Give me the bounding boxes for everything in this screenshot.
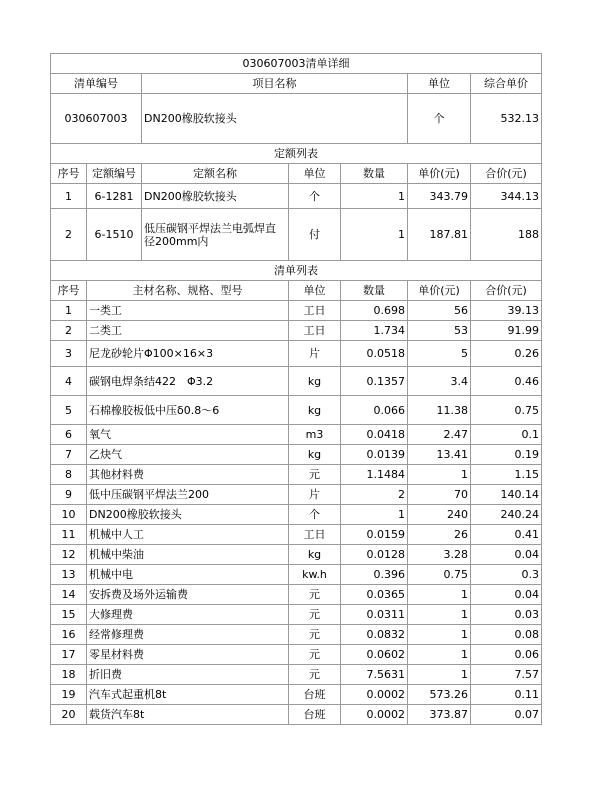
bill-name: DN200橡胶软接头: [142, 94, 408, 144]
material-total: 0.19: [471, 445, 542, 465]
material-no: 12: [51, 545, 87, 565]
material-total: 0.07: [471, 705, 542, 725]
bill-code: 030607003: [51, 94, 142, 144]
material-name: DN200橡胶软接头: [87, 505, 289, 525]
material-name: 氧气: [87, 425, 289, 445]
material-no: 10: [51, 505, 87, 525]
material-price: 3.28: [408, 545, 471, 565]
material-price: 1: [408, 585, 471, 605]
material-qty: 1: [341, 505, 408, 525]
quota-price-header: 单价(元): [408, 164, 471, 184]
quota-section-row: [51, 144, 542, 164]
material-row: [51, 367, 542, 396]
material-price: 70: [408, 485, 471, 505]
material-name: 汽车式起重机8t: [87, 685, 289, 705]
material-price: 373.87: [408, 705, 471, 725]
material-no: 15: [51, 605, 87, 625]
material-no: 20: [51, 705, 87, 725]
bill-unit: 个: [408, 94, 471, 144]
material-no: 3: [51, 341, 87, 367]
material-unit: kg: [289, 367, 341, 396]
quota-header-row: [51, 164, 542, 184]
quota-qty: 1: [341, 209, 408, 261]
material-unit: kg: [289, 445, 341, 465]
material-no: 9: [51, 485, 87, 505]
material-unit: 台班: [289, 685, 341, 705]
quota-qty-header: 数量: [341, 164, 408, 184]
quota-no: 1: [51, 184, 87, 209]
material-name: 碳钢电焊条结422 Φ3.2: [87, 367, 289, 396]
bill-name-header: 项目名称: [142, 74, 408, 94]
material-total: 0.04: [471, 545, 542, 565]
material-total: 0.11: [471, 685, 542, 705]
material-price: 0.75: [408, 565, 471, 585]
material-name: 大修理费: [87, 605, 289, 625]
material-total-header: 合价(元): [471, 281, 542, 301]
material-row: [51, 301, 542, 321]
material-no: 18: [51, 665, 87, 685]
material-total: 0.46: [471, 367, 542, 396]
bill-detail-table: [50, 53, 542, 725]
material-price: 3.4: [408, 367, 471, 396]
material-no: 14: [51, 585, 87, 605]
quota-section-title: 定额列表: [51, 144, 542, 164]
material-name: 石棉橡胶板低中压δ0.8～6: [87, 396, 289, 425]
material-row: [51, 445, 542, 465]
material-name: 低中压碳钢平焊法兰200: [87, 485, 289, 505]
material-qty: 0.0365: [341, 585, 408, 605]
quota-code-header: 定额编号: [87, 164, 142, 184]
material-price: 13.41: [408, 445, 471, 465]
material-no: 1: [51, 301, 87, 321]
material-row: [51, 525, 542, 545]
material-total: 0.06: [471, 645, 542, 665]
material-no: 6: [51, 425, 87, 445]
material-qty: 0.0311: [341, 605, 408, 625]
material-name: 机械中人工: [87, 525, 289, 545]
quota-row: [51, 184, 542, 209]
quota-price: 343.79: [408, 184, 471, 209]
material-row: [51, 425, 542, 445]
quota-name: DN200橡胶软接头: [142, 184, 289, 209]
material-unit: 元: [289, 465, 341, 485]
material-unit: 元: [289, 585, 341, 605]
material-row: [51, 705, 542, 725]
material-total: 240.24: [471, 505, 542, 525]
material-price: 573.26: [408, 685, 471, 705]
material-row: [51, 625, 542, 645]
material-price: 1: [408, 465, 471, 485]
material-price: 26: [408, 525, 471, 545]
material-unit: kg: [289, 545, 341, 565]
material-unit: 元: [289, 605, 341, 625]
material-name-header: 主材名称、规格、型号: [87, 281, 289, 301]
material-unit: 元: [289, 645, 341, 665]
material-no-header: 序号: [51, 281, 87, 301]
bill-price: 532.13: [471, 94, 542, 144]
material-no: 16: [51, 625, 87, 645]
material-section-row: [51, 261, 542, 281]
quota-row: [51, 209, 542, 261]
material-qty: 2: [341, 485, 408, 505]
bill-header-row: [51, 74, 542, 94]
material-no: 19: [51, 685, 87, 705]
material-name: 一类工: [87, 301, 289, 321]
material-name: 乙炔气: [87, 445, 289, 465]
quota-qty: 1: [341, 184, 408, 209]
material-row: [51, 685, 542, 705]
material-unit: 工日: [289, 301, 341, 321]
material-unit: 片: [289, 485, 341, 505]
bill-price-header: 综合单价: [471, 74, 542, 94]
material-total: 91.99: [471, 321, 542, 341]
quota-total-header: 合价(元): [471, 164, 542, 184]
material-no: 2: [51, 321, 87, 341]
material-total: 0.3: [471, 565, 542, 585]
material-row: [51, 585, 542, 605]
material-price: 5: [408, 341, 471, 367]
material-no: 13: [51, 565, 87, 585]
material-name: 机械中柴油: [87, 545, 289, 565]
material-unit: 元: [289, 665, 341, 685]
material-name: 尼龙砂轮片Φ100×16×3: [87, 341, 289, 367]
material-unit: 个: [289, 505, 341, 525]
material-no: 17: [51, 645, 87, 665]
title-row: [51, 54, 542, 74]
material-price: 1: [408, 665, 471, 685]
bill-code-header: 清单编号: [51, 74, 142, 94]
quota-unit-header: 单位: [289, 164, 341, 184]
material-qty: 1.734: [341, 321, 408, 341]
material-total: 0.03: [471, 605, 542, 625]
material-total: 0.04: [471, 585, 542, 605]
material-price: 56: [408, 301, 471, 321]
material-total: 0.41: [471, 525, 542, 545]
material-qty: 1.1484: [341, 465, 408, 485]
material-no: 5: [51, 396, 87, 425]
material-header-row: [51, 281, 542, 301]
material-row: [51, 321, 542, 341]
material-unit: kg: [289, 396, 341, 425]
quota-total: 188: [471, 209, 542, 261]
material-qty: 0.698: [341, 301, 408, 321]
material-section-title: 清单列表: [51, 261, 542, 281]
material-price: 11.38: [408, 396, 471, 425]
material-row: [51, 505, 542, 525]
material-qty-header: 数量: [341, 281, 408, 301]
material-price: 240: [408, 505, 471, 525]
material-unit: 工日: [289, 321, 341, 341]
material-qty: 0.0832: [341, 625, 408, 645]
material-qty: 0.0002: [341, 705, 408, 725]
material-row: [51, 545, 542, 565]
material-total: 0.75: [471, 396, 542, 425]
material-total: 39.13: [471, 301, 542, 321]
table-title: 030607003清单详细: [51, 54, 542, 74]
quota-code: 6-1281: [87, 184, 142, 209]
material-row: [51, 465, 542, 485]
material-unit: kw.h: [289, 565, 341, 585]
material-row: [51, 485, 542, 505]
material-total: 0.1: [471, 425, 542, 445]
material-no: 8: [51, 465, 87, 485]
material-qty: 0.0128: [341, 545, 408, 565]
material-qty: 0.0002: [341, 685, 408, 705]
material-row: [51, 665, 542, 685]
material-qty: 0.0159: [341, 525, 408, 545]
material-name: 载货汽车8t: [87, 705, 289, 725]
material-total: 7.57: [471, 665, 542, 685]
material-qty: 0.1357: [341, 367, 408, 396]
material-total: 0.26: [471, 341, 542, 367]
material-qty: 0.0139: [341, 445, 408, 465]
material-name: 零星材料费: [87, 645, 289, 665]
material-qty: 0.066: [341, 396, 408, 425]
material-no: 4: [51, 367, 87, 396]
bill-unit-header: 单位: [408, 74, 471, 94]
material-qty: 0.0418: [341, 425, 408, 445]
material-row: [51, 396, 542, 425]
quota-price: 187.81: [408, 209, 471, 261]
material-name: 安拆费及场外运输费: [87, 585, 289, 605]
quota-no: 2: [51, 209, 87, 261]
quota-no-header: 序号: [51, 164, 87, 184]
material-unit: 工日: [289, 525, 341, 545]
quota-name: 低压碳钢平焊法兰电弧焊直径200mm内: [142, 209, 289, 261]
quota-name-header: 定额名称: [142, 164, 289, 184]
material-qty: 0.396: [341, 565, 408, 585]
material-unit: 元: [289, 625, 341, 645]
material-row: [51, 565, 542, 585]
material-price: 1: [408, 625, 471, 645]
material-price: 53: [408, 321, 471, 341]
material-name: 二类工: [87, 321, 289, 341]
material-price: 1: [408, 605, 471, 625]
material-price: 2.47: [408, 425, 471, 445]
material-no: 11: [51, 525, 87, 545]
material-name: 折旧费: [87, 665, 289, 685]
quota-code: 6-1510: [87, 209, 142, 261]
quota-unit: 个: [289, 184, 341, 209]
material-row: [51, 645, 542, 665]
quota-unit: 付: [289, 209, 341, 261]
material-qty: 0.0518: [341, 341, 408, 367]
material-unit: 片: [289, 341, 341, 367]
material-name: 机械中电: [87, 565, 289, 585]
material-unit: m3: [289, 425, 341, 445]
material-qty: 7.5631: [341, 665, 408, 685]
material-total: 0.08: [471, 625, 542, 645]
material-unit-header: 单位: [289, 281, 341, 301]
quota-total: 344.13: [471, 184, 542, 209]
material-no: 7: [51, 445, 87, 465]
material-name: 经常修理费: [87, 625, 289, 645]
bill-row: [51, 94, 542, 144]
material-row: [51, 605, 542, 625]
material-price: 1: [408, 645, 471, 665]
material-qty: 0.0602: [341, 645, 408, 665]
material-unit: 台班: [289, 705, 341, 725]
material-total: 1.15: [471, 465, 542, 485]
material-name: 其他材料费: [87, 465, 289, 485]
material-row: [51, 341, 542, 367]
material-total: 140.14: [471, 485, 542, 505]
material-list: [51, 301, 542, 725]
material-price-header: 单价(元): [408, 281, 471, 301]
